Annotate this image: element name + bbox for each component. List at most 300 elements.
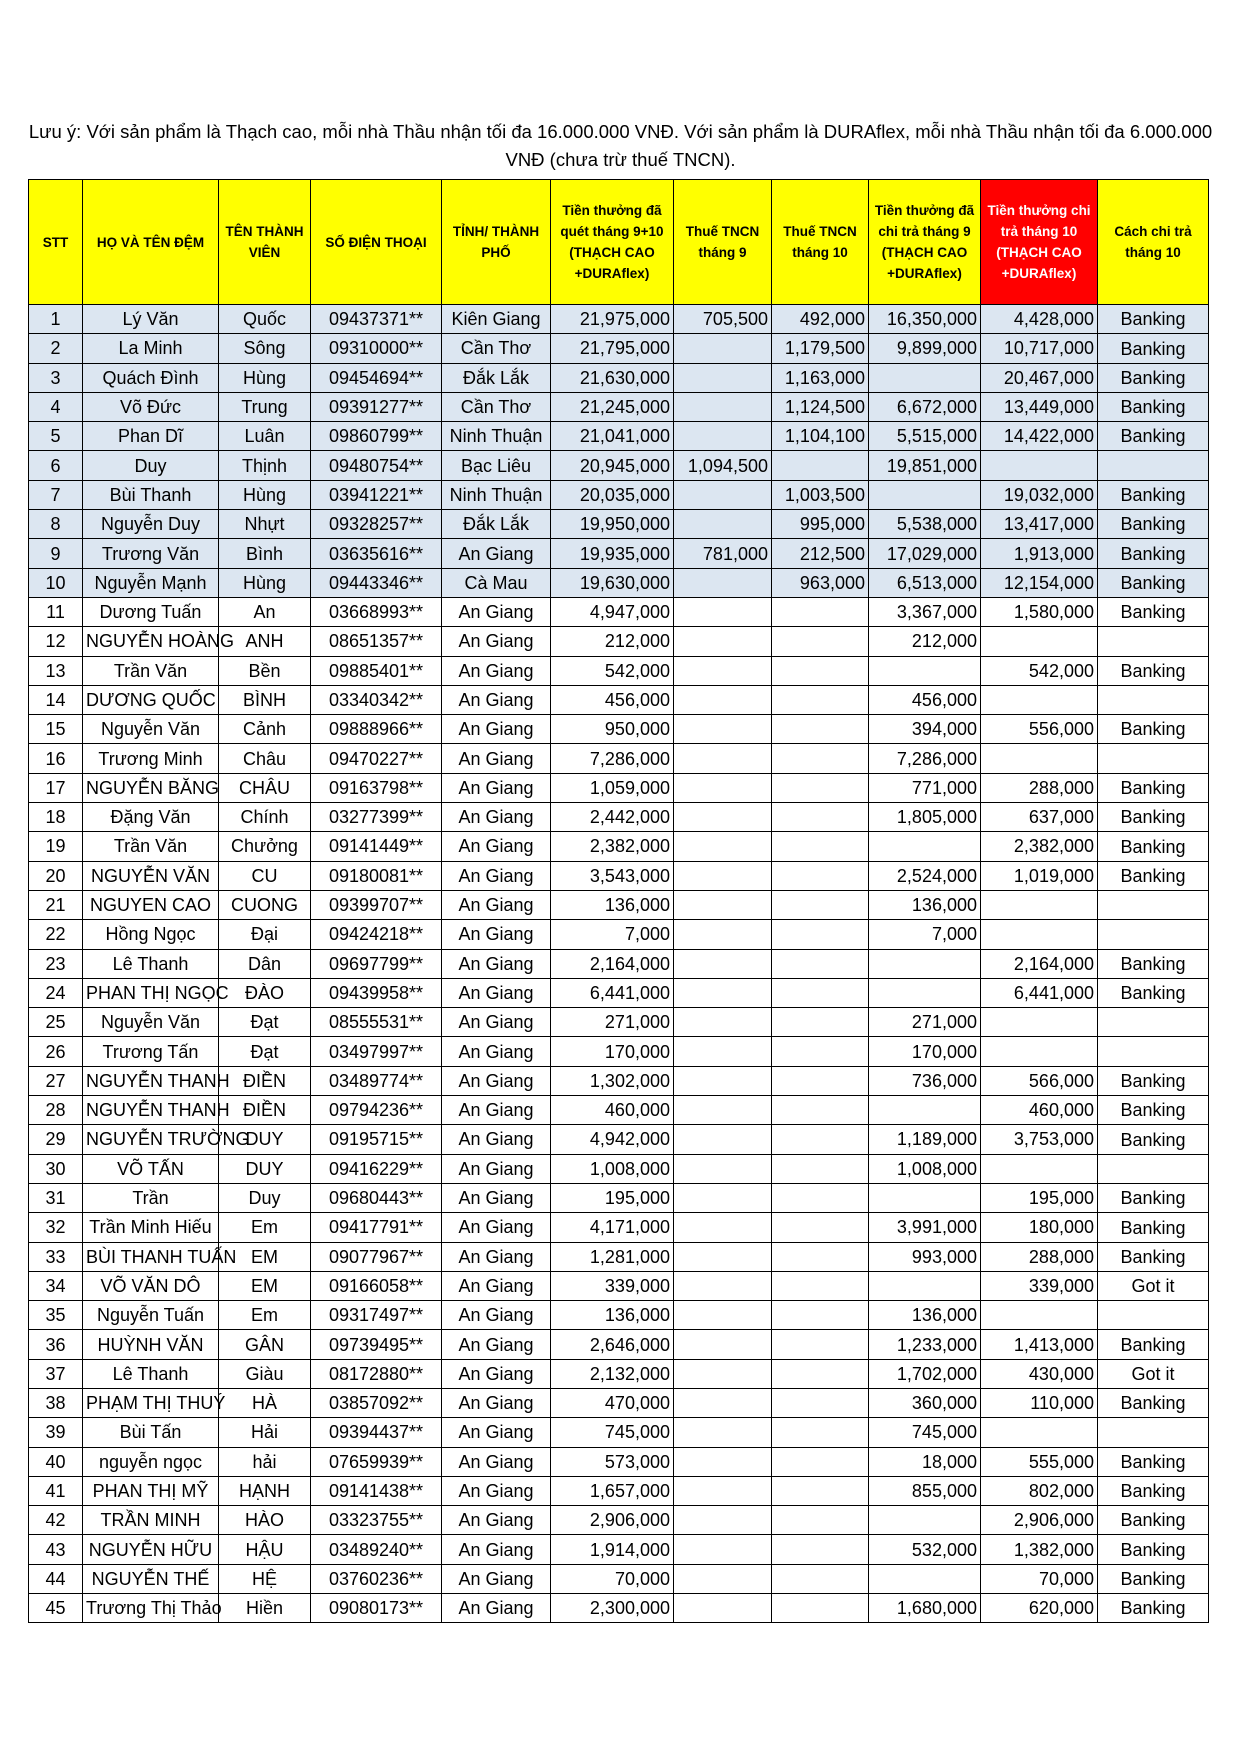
- header-row: [29, 180, 1209, 305]
- cell-da-chi-9: 456,000: [869, 685, 981, 714]
- cell-stt: 39: [29, 1418, 83, 1447]
- cell-thue-9: [674, 1418, 772, 1447]
- table-row: [29, 1096, 1209, 1125]
- cell-stt: 40: [29, 1447, 83, 1476]
- cell-sdt: 09416229**: [311, 1154, 442, 1183]
- cell-stt: 13: [29, 656, 83, 685]
- cell-sdt: 08172880**: [311, 1359, 442, 1388]
- cell-tinh: An Giang: [442, 978, 551, 1007]
- cell-da-chi-9: 5,538,000: [869, 510, 981, 539]
- cell-cach-chi: Banking: [1098, 832, 1209, 861]
- cell-ten: Chính: [219, 803, 311, 832]
- cell-ho-ten-dem: Lê Thanh: [83, 949, 219, 978]
- cell-ho-ten-dem: Võ Đức: [83, 392, 219, 421]
- cell-chi-10: 10,717,000: [981, 334, 1098, 363]
- cell-chi-10: 13,417,000: [981, 510, 1098, 539]
- cell-ten: Dân: [219, 949, 311, 978]
- cell-da-chi-9: 3,991,000: [869, 1213, 981, 1242]
- cell-ho-ten-dem: Dương Tuấn: [83, 597, 219, 626]
- cell-ho-ten-dem: NGUYỄN VĂN: [83, 861, 219, 890]
- cell-thue-10: [772, 1037, 869, 1066]
- cell-tinh: An Giang: [442, 1476, 551, 1505]
- cell-tinh: An Giang: [442, 744, 551, 773]
- cell-tien-quet: 20,035,000: [551, 480, 674, 509]
- cell-cach-chi: Banking: [1098, 1125, 1209, 1154]
- cell-stt: 15: [29, 715, 83, 744]
- cell-da-chi-9: [869, 1564, 981, 1593]
- cell-ho-ten-dem: Đặng Văn: [83, 803, 219, 832]
- cell-thue-10: [772, 1418, 869, 1447]
- cell-thue-9: [674, 1594, 772, 1623]
- table-row: [29, 480, 1209, 509]
- cell-chi-10: 19,032,000: [981, 480, 1098, 509]
- table-row: [29, 1242, 1209, 1271]
- table-row: [29, 392, 1209, 421]
- cell-da-chi-9: 136,000: [869, 1301, 981, 1330]
- cell-sdt: 09141449**: [311, 832, 442, 861]
- table-row: [29, 1506, 1209, 1535]
- table-row: [29, 685, 1209, 714]
- cell-ho-ten-dem: Trương Văn: [83, 539, 219, 568]
- cell-tinh: An Giang: [442, 715, 551, 744]
- cell-cach-chi: Banking: [1098, 1564, 1209, 1593]
- cell-ten: EM: [219, 1271, 311, 1300]
- table-row: [29, 861, 1209, 890]
- cell-da-chi-9: 16,350,000: [869, 305, 981, 334]
- table-row: [29, 1476, 1209, 1505]
- cell-cach-chi: Banking: [1098, 1213, 1209, 1242]
- cell-thue-9: [674, 1506, 772, 1535]
- cell-da-chi-9: 6,513,000: [869, 568, 981, 597]
- cell-tien-quet: 2,442,000: [551, 803, 674, 832]
- cell-tien-quet: 542,000: [551, 656, 674, 685]
- cell-thue-10: [772, 1506, 869, 1535]
- cell-sdt: 03340342**: [311, 685, 442, 714]
- cell-thue-9: [674, 832, 772, 861]
- cell-thue-9: [674, 1008, 772, 1037]
- cell-thue-10: [772, 1535, 869, 1564]
- cell-tinh: Cần Thơ: [442, 334, 551, 363]
- cell-thue-9: [674, 1476, 772, 1505]
- cell-tien-quet: 21,041,000: [551, 422, 674, 451]
- cell-thue-9: [674, 1183, 772, 1212]
- cell-da-chi-9: [869, 1096, 981, 1125]
- cell-cach-chi: Banking: [1098, 1535, 1209, 1564]
- cell-tinh: An Giang: [442, 1213, 551, 1242]
- cell-thue-10: [772, 451, 869, 480]
- cell-thue-9: [674, 1125, 772, 1154]
- cell-sdt: 09888966**: [311, 715, 442, 744]
- cell-stt: 8: [29, 510, 83, 539]
- cell-thue-9: [674, 480, 772, 509]
- cell-da-chi-9: [869, 949, 981, 978]
- cell-da-chi-9: 2,524,000: [869, 861, 981, 890]
- cell-sdt: 03760236**: [311, 1564, 442, 1593]
- cell-tien-quet: 2,132,000: [551, 1359, 674, 1388]
- cell-tinh: An Giang: [442, 920, 551, 949]
- cell-tien-quet: 195,000: [551, 1183, 674, 1212]
- col-header-sdt: SỐ ĐIỆN THOẠI: [311, 180, 442, 305]
- cell-tinh: An Giang: [442, 539, 551, 568]
- cell-tien-quet: 456,000: [551, 685, 674, 714]
- cell-cach-chi: Banking: [1098, 422, 1209, 451]
- cell-thue-9: [674, 1066, 772, 1095]
- cell-chi-10: 1,019,000: [981, 861, 1098, 890]
- table-row: [29, 597, 1209, 626]
- cell-thue-9: [674, 1096, 772, 1125]
- cell-tien-quet: 950,000: [551, 715, 674, 744]
- table-row: [29, 1330, 1209, 1359]
- cell-chi-10: 195,000: [981, 1183, 1098, 1212]
- cell-cach-chi: [1098, 1418, 1209, 1447]
- cell-thue-10: [772, 803, 869, 832]
- cell-ten: CUONG: [219, 890, 311, 919]
- cell-thue-10: 1,179,500: [772, 334, 869, 363]
- cell-da-chi-9: [869, 363, 981, 392]
- cell-da-chi-9: 212,000: [869, 627, 981, 656]
- cell-ho-ten-dem: Nguyễn Duy: [83, 510, 219, 539]
- cell-tien-quet: 1,059,000: [551, 773, 674, 802]
- cell-thue-9: 781,000: [674, 539, 772, 568]
- cell-thue-9: [674, 1388, 772, 1417]
- table-row: [29, 1125, 1209, 1154]
- cell-sdt: 03489240**: [311, 1535, 442, 1564]
- cell-da-chi-9: 6,672,000: [869, 392, 981, 421]
- cell-tien-quet: 21,795,000: [551, 334, 674, 363]
- cell-tien-quet: 4,942,000: [551, 1125, 674, 1154]
- cell-sdt: 09077967**: [311, 1242, 442, 1271]
- cell-ho-ten-dem: NGUYỄN HOÀNG: [83, 627, 219, 656]
- cell-da-chi-9: 19,851,000: [869, 451, 981, 480]
- cell-ho-ten-dem: NGUYỄN BĂNG: [83, 773, 219, 802]
- cell-tien-quet: 21,975,000: [551, 305, 674, 334]
- cell-da-chi-9: 360,000: [869, 1388, 981, 1417]
- cell-tien-quet: 339,000: [551, 1271, 674, 1300]
- cell-ho-ten-dem: Hồng Ngọc: [83, 920, 219, 949]
- cell-thue-9: [674, 597, 772, 626]
- cell-thue-10: 1,163,000: [772, 363, 869, 392]
- cell-chi-10: 1,913,000: [981, 539, 1098, 568]
- cell-da-chi-9: 5,515,000: [869, 422, 981, 451]
- cell-cach-chi: Banking: [1098, 334, 1209, 363]
- cell-chi-10: 1,413,000: [981, 1330, 1098, 1359]
- cell-chi-10: 637,000: [981, 803, 1098, 832]
- cell-ho-ten-dem: VÕ TẤN: [83, 1154, 219, 1183]
- cell-da-chi-9: 17,029,000: [869, 539, 981, 568]
- cell-stt: 6: [29, 451, 83, 480]
- cell-cach-chi: Banking: [1098, 1066, 1209, 1095]
- cell-da-chi-9: 7,000: [869, 920, 981, 949]
- cell-stt: 25: [29, 1008, 83, 1037]
- cell-thue-10: [772, 1564, 869, 1593]
- table-row: [29, 744, 1209, 773]
- cell-thue-9: [674, 1271, 772, 1300]
- cell-ten: Hải: [219, 1418, 311, 1447]
- cell-da-chi-9: 1,189,000: [869, 1125, 981, 1154]
- cell-sdt: 03941221**: [311, 480, 442, 509]
- cell-stt: 31: [29, 1183, 83, 1212]
- cell-stt: 19: [29, 832, 83, 861]
- cell-tien-quet: 19,630,000: [551, 568, 674, 597]
- cell-da-chi-9: 18,000: [869, 1447, 981, 1476]
- cell-tien-quet: 21,245,000: [551, 392, 674, 421]
- cell-da-chi-9: 736,000: [869, 1066, 981, 1095]
- cell-tinh: Cần Thơ: [442, 392, 551, 421]
- cell-da-chi-9: 1,233,000: [869, 1330, 981, 1359]
- cell-thue-9: [674, 1447, 772, 1476]
- cell-ten: Cảnh: [219, 715, 311, 744]
- cell-thue-10: 492,000: [772, 305, 869, 334]
- cell-tien-quet: 136,000: [551, 890, 674, 919]
- cell-tien-quet: 6,441,000: [551, 978, 674, 1007]
- cell-tien-quet: 1,302,000: [551, 1066, 674, 1095]
- cell-ten: Em: [219, 1301, 311, 1330]
- cell-sdt: 09739495**: [311, 1330, 442, 1359]
- cell-sdt: 09166058**: [311, 1271, 442, 1300]
- table-row: [29, 1447, 1209, 1476]
- cell-ho-ten-dem: Trần: [83, 1183, 219, 1212]
- cell-tien-quet: 1,281,000: [551, 1242, 674, 1271]
- cell-ten: Châu: [219, 744, 311, 773]
- cell-ten: Hùng: [219, 568, 311, 597]
- cell-thue-9: [674, 949, 772, 978]
- cell-tinh: An Giang: [442, 1242, 551, 1271]
- cell-tinh: An Giang: [442, 1301, 551, 1330]
- cell-tinh: Kiên Giang: [442, 305, 551, 334]
- cell-thue-9: [674, 773, 772, 802]
- cell-stt: 32: [29, 1213, 83, 1242]
- cell-da-chi-9: 170,000: [869, 1037, 981, 1066]
- cell-stt: 28: [29, 1096, 83, 1125]
- cell-stt: 20: [29, 861, 83, 890]
- cell-chi-10: 2,906,000: [981, 1506, 1098, 1535]
- cell-thue-10: [772, 1183, 869, 1212]
- col-header-ten: TÊN THÀNH VIÊN: [219, 180, 311, 305]
- cell-thue-10: 963,000: [772, 568, 869, 597]
- cell-chi-10: 3,753,000: [981, 1125, 1098, 1154]
- cell-tinh: An Giang: [442, 1154, 551, 1183]
- cell-cach-chi: [1098, 451, 1209, 480]
- cell-cach-chi: Banking: [1098, 1183, 1209, 1212]
- cell-ho-ten-dem: Quách Đình: [83, 363, 219, 392]
- cell-ho-ten-dem: Trần Văn: [83, 832, 219, 861]
- table-row: [29, 803, 1209, 832]
- cell-ten: HẠNH: [219, 1476, 311, 1505]
- cell-cach-chi: Banking: [1098, 949, 1209, 978]
- cell-cach-chi: Banking: [1098, 568, 1209, 597]
- cell-chi-10: 339,000: [981, 1271, 1098, 1300]
- cell-ten: Em: [219, 1213, 311, 1242]
- cell-tien-quet: 7,286,000: [551, 744, 674, 773]
- cell-da-chi-9: 1,680,000: [869, 1594, 981, 1623]
- cell-ten: Chưởng: [219, 832, 311, 861]
- cell-da-chi-9: 7,286,000: [869, 744, 981, 773]
- table-row: [29, 890, 1209, 919]
- cell-ho-ten-dem: nguyễn ngọc: [83, 1447, 219, 1476]
- cell-tien-quet: 21,630,000: [551, 363, 674, 392]
- cell-thue-9: [674, 1154, 772, 1183]
- table-row: [29, 539, 1209, 568]
- table-row: [29, 920, 1209, 949]
- cell-chi-10: 542,000: [981, 656, 1098, 685]
- cell-chi-10: 180,000: [981, 1213, 1098, 1242]
- cell-tien-quet: 170,000: [551, 1037, 674, 1066]
- cell-thue-10: [772, 715, 869, 744]
- cell-da-chi-9: 855,000: [869, 1476, 981, 1505]
- cell-ten: CU: [219, 861, 311, 890]
- cell-sdt: 09680443**: [311, 1183, 442, 1212]
- cell-stt: 4: [29, 392, 83, 421]
- cell-stt: 1: [29, 305, 83, 334]
- cell-tinh: An Giang: [442, 1418, 551, 1447]
- cell-tinh: Đắk Lắk: [442, 363, 551, 392]
- cell-stt: 2: [29, 334, 83, 363]
- cell-ten: Đạt: [219, 1037, 311, 1066]
- cell-thue-9: [674, 392, 772, 421]
- cell-tinh: An Giang: [442, 1564, 551, 1593]
- cell-da-chi-9: [869, 1271, 981, 1300]
- cell-stt: 17: [29, 773, 83, 802]
- table-row: [29, 422, 1209, 451]
- cell-thue-9: [674, 656, 772, 685]
- cell-ho-ten-dem: Nguyễn Tuấn: [83, 1301, 219, 1330]
- cell-ten: EM: [219, 1242, 311, 1271]
- table-row: [29, 1388, 1209, 1417]
- cell-ho-ten-dem: Lý Văn: [83, 305, 219, 334]
- cell-cach-chi: Banking: [1098, 305, 1209, 334]
- cell-chi-10: 12,154,000: [981, 568, 1098, 597]
- cell-thue-10: [772, 1242, 869, 1271]
- cell-da-chi-9: [869, 480, 981, 509]
- cell-ten: Quốc: [219, 305, 311, 334]
- cell-thue-10: [772, 1476, 869, 1505]
- cell-da-chi-9: 394,000: [869, 715, 981, 744]
- cell-tinh: An Giang: [442, 1359, 551, 1388]
- cell-sdt: 09454694**: [311, 363, 442, 392]
- cell-ho-ten-dem: Phan Dĩ: [83, 422, 219, 451]
- cell-tinh: An Giang: [442, 1271, 551, 1300]
- table-row: [29, 510, 1209, 539]
- cell-thue-9: 705,500: [674, 305, 772, 334]
- cell-tien-quet: 2,300,000: [551, 1594, 674, 1623]
- col-header-tinh: TỈNH/ THÀNH PHỐ: [442, 180, 551, 305]
- cell-sdt: 09794236**: [311, 1096, 442, 1125]
- cell-ten: Hùng: [219, 480, 311, 509]
- cell-cach-chi: Banking: [1098, 480, 1209, 509]
- cell-thue-10: [772, 627, 869, 656]
- cell-da-chi-9: 993,000: [869, 1242, 981, 1271]
- cell-thue-10: [772, 832, 869, 861]
- cell-sdt: 09399707**: [311, 890, 442, 919]
- cell-sdt: 03277399**: [311, 803, 442, 832]
- cell-da-chi-9: [869, 1506, 981, 1535]
- table-row: [29, 451, 1209, 480]
- cell-tinh: Ninh Thuận: [442, 480, 551, 509]
- cell-chi-10: [981, 685, 1098, 714]
- cell-chi-10: 14,422,000: [981, 422, 1098, 451]
- cell-ho-ten-dem: Trương Thị Thảo: [83, 1594, 219, 1623]
- cell-da-chi-9: 136,000: [869, 890, 981, 919]
- cell-stt: 7: [29, 480, 83, 509]
- cell-ho-ten-dem: HUỲNH VĂN: [83, 1330, 219, 1359]
- cell-cach-chi: Banking: [1098, 803, 1209, 832]
- cell-stt: 11: [29, 597, 83, 626]
- cell-stt: 5: [29, 422, 83, 451]
- cell-stt: 26: [29, 1037, 83, 1066]
- cell-ten: HÀ: [219, 1388, 311, 1417]
- cell-thue-10: [772, 1447, 869, 1476]
- cell-thue-10: [772, 1359, 869, 1388]
- cell-thue-10: [772, 949, 869, 978]
- cell-chi-10: 2,382,000: [981, 832, 1098, 861]
- cell-cach-chi: Banking: [1098, 978, 1209, 1007]
- table-body: [29, 305, 1209, 1623]
- cell-ten: CHÂU: [219, 773, 311, 802]
- cell-da-chi-9: 532,000: [869, 1535, 981, 1564]
- table-row: [29, 1301, 1209, 1330]
- cell-ten: HẬU: [219, 1535, 311, 1564]
- cell-tien-quet: 2,382,000: [551, 832, 674, 861]
- cell-tinh: An Giang: [442, 949, 551, 978]
- cell-stt: 3: [29, 363, 83, 392]
- cell-ho-ten-dem: Bùi Tấn: [83, 1418, 219, 1447]
- cell-cach-chi: [1098, 1154, 1209, 1183]
- cell-sdt: 09180081**: [311, 861, 442, 890]
- cell-sdt: 09437371**: [311, 305, 442, 334]
- cell-tien-quet: 4,947,000: [551, 597, 674, 626]
- cell-thue-9: [674, 422, 772, 451]
- cell-chi-10: 20,467,000: [981, 363, 1098, 392]
- cell-ho-ten-dem: Nguyễn Văn: [83, 1008, 219, 1037]
- cell-sdt: 08651357**: [311, 627, 442, 656]
- cell-tinh: An Giang: [442, 773, 551, 802]
- cell-sdt: 09439958**: [311, 978, 442, 1007]
- cell-ten: hải: [219, 1447, 311, 1476]
- cell-thue-10: [772, 744, 869, 773]
- col-header-thue-10: Thuế TNCN tháng 10: [772, 180, 869, 305]
- cell-ho-ten-dem: Trương Minh: [83, 744, 219, 773]
- cell-sdt: 09080173**: [311, 1594, 442, 1623]
- cell-cach-chi: [1098, 1008, 1209, 1037]
- table-row: [29, 715, 1209, 744]
- cell-thue-10: [772, 656, 869, 685]
- cell-ten: Đạt: [219, 1008, 311, 1037]
- cell-ten: BÌNH: [219, 685, 311, 714]
- cell-thue-10: [772, 1125, 869, 1154]
- cell-thue-10: 1,003,500: [772, 480, 869, 509]
- cell-thue-10: [772, 890, 869, 919]
- cell-thue-10: [772, 1154, 869, 1183]
- table-row: [29, 1213, 1209, 1242]
- cell-thue-9: [674, 568, 772, 597]
- cell-ten: Luân: [219, 422, 311, 451]
- cell-chi-10: [981, 920, 1098, 949]
- cell-thue-9: [674, 1359, 772, 1388]
- cell-tinh: Bạc Liêu: [442, 451, 551, 480]
- cell-ten: ANH: [219, 627, 311, 656]
- cell-thue-10: 1,124,500: [772, 392, 869, 421]
- cell-stt: 14: [29, 685, 83, 714]
- cell-chi-10: 620,000: [981, 1594, 1098, 1623]
- cell-sdt: 09141438**: [311, 1476, 442, 1505]
- cell-tinh: An Giang: [442, 890, 551, 919]
- col-header-tien-quet: Tiền thưởng đã quét tháng 9+10 (THẠCH CAO +DURAflex): [551, 180, 674, 305]
- cell-sdt: 09417791**: [311, 1213, 442, 1242]
- cell-tien-quet: 745,000: [551, 1418, 674, 1447]
- cell-ho-ten-dem: Nguyễn Văn: [83, 715, 219, 744]
- cell-chi-10: 2,164,000: [981, 949, 1098, 978]
- cell-ho-ten-dem: Trương Tấn: [83, 1037, 219, 1066]
